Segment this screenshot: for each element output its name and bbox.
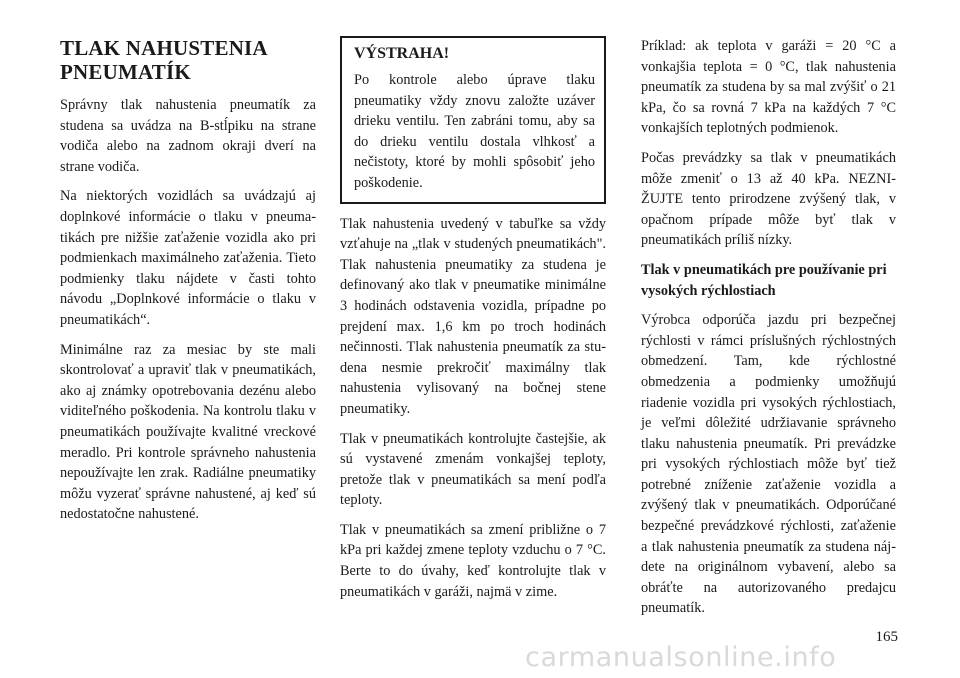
paragraph: Príklad: ak teplota v garáži = 20 °C a vonkajšia teplota = 0 °C, tlak nahustenia pneumatík za studena by sa mal zvýšiť o 21 kPa, čo sa rovná 7 kPa na každých 7 °C vonkajších teplotných podmienok.: [641, 38, 896, 137]
paragraph: Na niektorých vozidlách sa uvádzajú aj doplnkové informácie o tlaku v pneumatikách pre nižšie zaťaženie vozidla ako pri podmienkach maximálneho zaťaženia. Tieto podmienky tlaku nájdete v časti tohto návodu „Doplnkové informácie o tlaku v pneumatikách“.: [60, 188, 316, 328]
warning-text: Po kontrole alebo úprave tlaku pneumatiky vždy znovu založte uzáver drieku ventilu. Ten zabráni tomu, aby sa do drieku ventilu dostala vlhkosť a nečistoty, ktoré by mohli spôsobiť jeho poškodenie.: [354, 72, 595, 191]
paragraph: Tlak nahustenia uvedený v tabuľke sa vždy vzťahuje na „tlak v studených pneumatikách". Tlak nahustenia pneumatiky za studena je definovaný ako tlak v pneumatike minimálne 3 hodinách odstavenia vozidla, prípadne po prejdení max. 1,6 km po troch hodinách nečinnosti. Tlak nahustenia pneumatík za studena nesmie prekročiť maximálny tlak nahustenia vylisovaný na bočnej stene pneumatiky.: [340, 215, 606, 417]
page-number: 165: [875, 629, 898, 645]
warning-title: VÝSTRAHA!: [354, 45, 450, 62]
paragraph: Tlak v pneumatikách kontrolujte častejšie, ak sú vystavené zmenám vonkajšej teploty, pretože tlak v pneumatikách sa mení podľa teploty.: [340, 430, 606, 509]
paragraph: Počas prevádzky sa tlak v pneumatikách môže zmeniť o 13 až 40 kPa. NEZNIŽUJTE tento prirodzene zvýšený tlak, v opačnom prípade môže byť tlak v pneumatikách príliš nízky.: [641, 149, 896, 249]
paragraph: Tlak v pneumatikách sa zmení približne o 7 kPa pri každej zmene teploty vzduchu o 7 °C. Berte to do úvahy, keď kontrolujte tlak v pneumatikách v garáži, najmä v zime.: [340, 521, 606, 600]
section-title: TLAK NAHUSTENIA PNEUMATÍK: [60, 36, 267, 84]
warning-box: [340, 36, 606, 204]
column-left: [60, 36, 316, 534]
paragraph: Minimálne raz za mesiac by ste mali skontrolovať a upraviť tlak v pneumatikách, ako aj známky opotrebovania dezénu alebo viditeľného poškodenia. Na kontrolu tlaku v pneumatikách používajte kvalitné vreckové meradlo. Pri kontrole správneho nahustenia nepoužívajte len zrak. Radiálne pneumatiky môžu vyzerať správne nahustené, aj keď sú nedostatočne nahustené.: [60, 341, 316, 523]
watermark: carmanualsonline.info: [525, 642, 837, 673]
paragraph: Správny tlak nahustenia pneumatík za studena sa uvádza na B-stĺpiku na strane vodiča alebo na zadnom okraji dverí na strane vodiča.: [60, 97, 316, 175]
subheading: Tlak v pneumatikách pre používanie pri vysokých rýchlostiach: [641, 261, 887, 299]
column-middle: [340, 36, 606, 611]
column-right: [641, 36, 896, 628]
paragraph: Výrobca odporúča jazdu pri bezpečnej rýchlosti v rámci príslušných rýchlostných obmedzení. Tam, kde rýchlostné obmedzenia a podmienky umožňujú riadenie vozidla pri vysokých rýchlostiach, je veľmi dôležité udržiavanie správneho tlaku nahustenia pneumatík. Pri prevádzke pri vysokých rýchlostiach môže byť tiež potrebné zníženie zaťaženie vozidla a zvýšený tlak v pneumatikách. Odporúčané bezpečné prevádzkové rýchlosti, zaťaženie a tlak nahustenia pneumatík za studena nájdete na originálnom vybavení, alebo sa obráťte na autorizovaného predajcu pneumatík.: [641, 312, 896, 617]
